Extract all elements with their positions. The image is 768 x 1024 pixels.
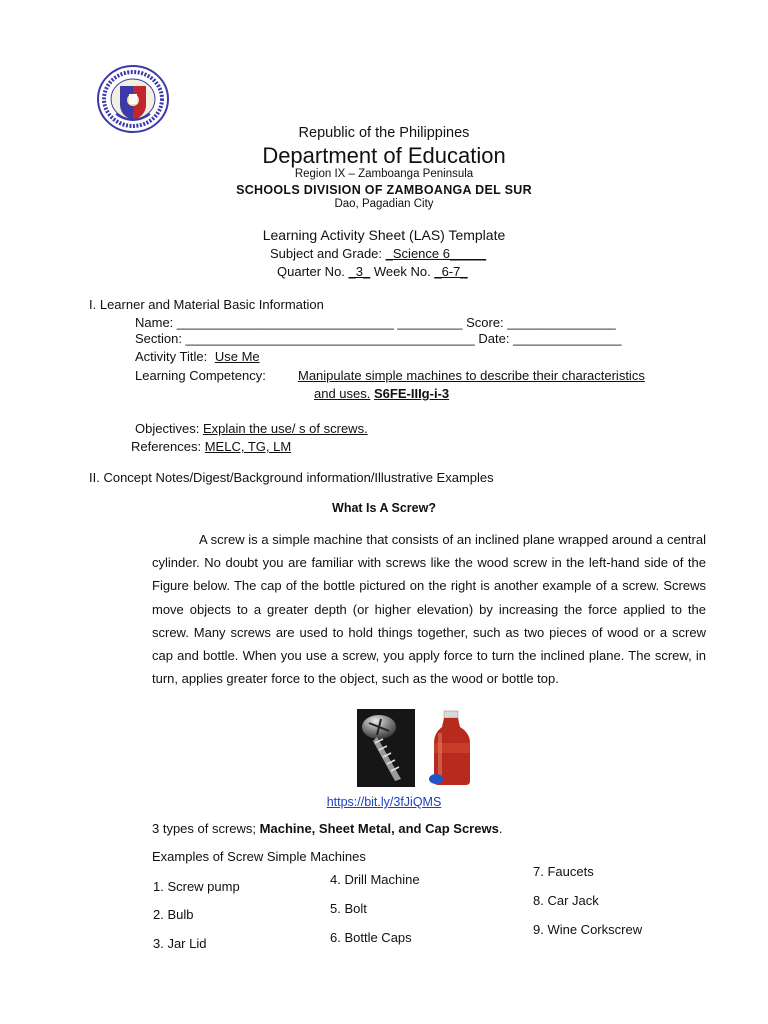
- department-title: Department of Education: [262, 143, 506, 168]
- list-item: 6. Bottle Caps: [330, 930, 412, 945]
- concept-paragraph: A screw is a simple machine that consists of an inclined plane wrapped around a central cylinder. No doubt you are familiar with screws like the wood screw in the left-hand side of the Figure below. The cap of the bottle pictured on the right is another example of a screw. Screws move objects to a greater depth (or higher elevation) by increasing the force applied to the screw. Many screws are used to hold things together, such as two pieces of wood or a screw cap and bottle. When you use a screw, you apply force to turn the inclined plane. The screw, in turn, applies greater force to the object, such as the wood or bottle top.: [152, 532, 706, 687]
- republic-line: Republic of the Philippines: [298, 125, 470, 141]
- screw-types-line: [152, 821, 502, 836]
- subject-value: _Science 6_____: [385, 246, 487, 261]
- wood-screw-photo: [357, 709, 415, 787]
- bottle-photo: [424, 709, 478, 787]
- week-value: _6-7_: [434, 264, 468, 279]
- list-item: 7. Faucets: [533, 864, 594, 879]
- list-item: 8. Car Jack: [533, 893, 599, 908]
- image-source-link[interactable]: https://bit.ly/3fJiQMS: [326, 795, 442, 809]
- quarter-week-row: [277, 264, 468, 279]
- quarter-label: Quarter No.: [277, 264, 345, 279]
- competency-value-line1: Manipulate simple machines to describe their characteristics: [298, 368, 645, 383]
- template-title: Learning Activity Sheet (LAS) Template: [262, 227, 506, 243]
- screw-types-suffix: .: [498, 821, 503, 836]
- objectives-value: Explain the use/ s of screws.: [202, 421, 368, 436]
- list-item: 4. Drill Machine: [330, 872, 420, 887]
- list-item: 1. Screw pump: [153, 879, 240, 894]
- quarter-value: _3_: [348, 264, 371, 279]
- list-item: 2. Bulb: [153, 907, 194, 922]
- competency-value-line2: and uses.: [314, 386, 371, 401]
- subject-grade-row: [270, 246, 486, 261]
- competency-label: Learning Competency:: [135, 368, 266, 383]
- activity-title-row: [135, 349, 260, 364]
- references-row: [131, 439, 291, 454]
- region-line: Region IX – Zamboanga Peninsula: [294, 168, 474, 180]
- list-item: 3. Jar Lid: [153, 936, 207, 951]
- objectives-row: [135, 421, 368, 436]
- screw-types-names: Machine, Sheet Metal, and Cap Screws: [259, 821, 499, 836]
- what-is-a-screw-title: What Is A Screw?: [332, 501, 436, 515]
- deped-seal-logo: [96, 64, 170, 134]
- subject-label: Subject and Grade:: [270, 246, 383, 261]
- activity-title-label: Activity Title:: [135, 349, 208, 364]
- screw-types-prefix: 3 types of screws;: [152, 821, 257, 836]
- list-item: 5. Bolt: [330, 901, 367, 916]
- section-date-line: Section: ________________________________________ Date: _______________: [135, 331, 622, 346]
- objectives-label: Objectives:: [135, 421, 200, 436]
- list-item: 9. Wine Corkscrew: [533, 922, 643, 937]
- competency-code: S6FE-IIIg-i-3: [374, 386, 450, 401]
- week-label: Week No.: [373, 264, 431, 279]
- references-value: MELC, TG, LM: [204, 439, 292, 454]
- references-label: References:: [131, 439, 202, 454]
- division-line: SCHOOLS DIVISION OF ZAMBOANGA DEL SUR: [236, 183, 532, 197]
- address-line: Dao, Pagadian City: [334, 198, 434, 210]
- examples-heading: Examples of Screw Simple Machines: [152, 849, 366, 864]
- section1-heading: I. Learner and Material Basic Information: [89, 297, 324, 312]
- competency-value-line2-row: [314, 386, 449, 401]
- name-score-line: Name: ______________________________ _________ Score: _______________: [135, 315, 616, 330]
- section2-heading: II. Concept Notes/Digest/Background information/Illustrative Examples: [89, 470, 494, 485]
- activity-title-value: Use Me: [214, 349, 260, 364]
